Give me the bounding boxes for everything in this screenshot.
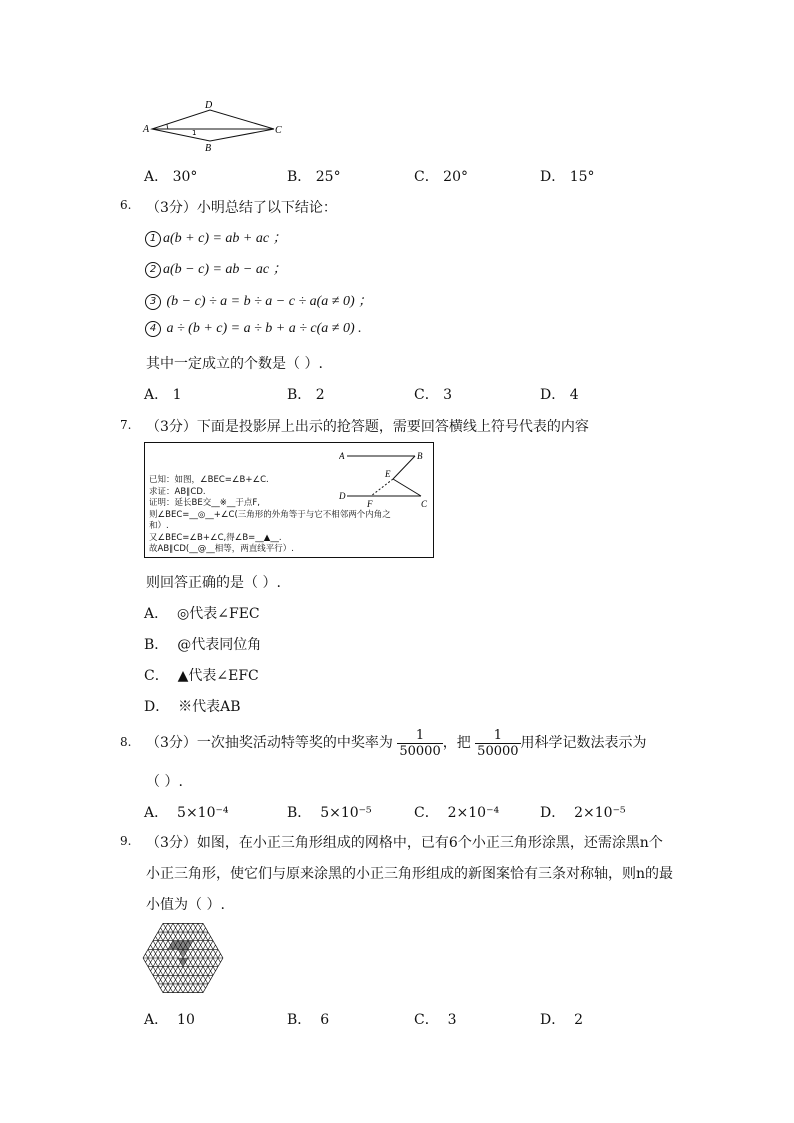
q6-option-d[interactable]: D． 4 [540, 387, 579, 403]
q8-number: 8. [120, 735, 132, 749]
q7-label-D: D [339, 491, 346, 501]
q9-option-c[interactable]: C． 3 [414, 1012, 457, 1028]
q7-option-d[interactable]: D． ※代表AB [144, 699, 241, 715]
q9-line-2: 小正三角形，使它们与原来涂黑的小正三角形组成的新图案恰有三条对称轴，则n的最 [146, 866, 674, 882]
q8-option-d[interactable]: D． 2×10⁻⁵ [540, 805, 626, 821]
q7-stem: （3分）下面是投影屏上出示的抢答题，需要回答横线上符号代表的内容 [146, 419, 589, 435]
q5-label-A: A [143, 124, 150, 135]
q5-option-d[interactable]: D． 15° [540, 169, 595, 185]
q8-option-a[interactable]: A． 5×10⁻⁴ [144, 805, 229, 821]
q6-item-1: 1 a(b + c) = ab + ac ； [145, 227, 287, 247]
q6-item-3: 3 (b − c) ÷ a = b ÷ a − c ÷ a(a ≠ 0) ； [145, 290, 372, 310]
q8-stem-a: （3分）一次抽奖活动特等奖的中奖率为 [146, 735, 393, 751]
q9-option-d[interactable]: D． 2 [540, 1012, 584, 1028]
q7-box-line-3: 证明：延长BE交__※__于点F, [149, 498, 260, 508]
q9-grid-line [168, 922, 224, 996]
q5-label-D: D [205, 100, 213, 111]
q7-box-line-6: 又∠BEC=∠B+∠C,得∠B=__▲__. [149, 533, 282, 543]
q5-label-C: C [275, 125, 282, 136]
q6-item-2: 2 a(b − c) = ab − ac ； [145, 258, 287, 278]
q6-item-4: 4 a ÷ (b + c) = a ÷ b + a ÷ c(a ≠ 0) . [145, 321, 362, 337]
q6-option-a[interactable]: A． 1 [144, 387, 182, 403]
q5-option-c[interactable]: C． 20° [414, 169, 468, 185]
q5-label-B: B [205, 143, 212, 154]
q7-label-B: B [417, 451, 423, 461]
q8-fraction-1: $\frac{1}{50000}$ [399, 727, 441, 759]
q8-stem-b: ，把 [442, 735, 471, 751]
q9-shaded-cell [178, 958, 188, 967]
q9-grid-line [142, 922, 198, 996]
q8-fraction-2: $\frac{1}{50000}$ [477, 727, 519, 759]
q7-label-F: F [367, 499, 373, 509]
q5-option-b[interactable]: B． 25° [287, 169, 341, 185]
q9-number: 9. [120, 834, 132, 848]
q7-label-A: A [339, 451, 345, 461]
q7-label-E: E [385, 469, 391, 479]
q7-number: 7. [120, 418, 132, 432]
q7-option-c[interactable]: C． ▲代表∠EFC [144, 668, 259, 684]
q7-box-line-7: 故AB∥CD(__@__相等，两直线平行）. [149, 544, 294, 554]
q7-box-line-4: 则∠BEC=__◎__+∠C(三角形的外角等于与它不相邻两个内角之 [149, 510, 391, 520]
q5-label-1: 1 [192, 129, 197, 137]
q8-option-c[interactable]: C． 2×10⁻⁴ [414, 805, 500, 821]
q8-stem-c: 用科学记数法表示为 [520, 735, 647, 751]
q7-proof-box [144, 442, 434, 558]
q5-option-a[interactable]: A． 30° [144, 169, 198, 185]
q8-option-b[interactable]: B． 5×10⁻⁵ [287, 805, 372, 821]
q6-number: 6. [120, 198, 132, 212]
q7-box-line-1: 已知：如图，∠BEC=∠B+∠C. [149, 475, 269, 485]
q9-triangle-grid-figure [142, 922, 224, 996]
q7-box-line-5: 和）. [149, 521, 169, 531]
q7-question: 则回答正确的是（ ）. [146, 575, 281, 591]
q9-line-3: 小值为（ ）. [146, 897, 225, 913]
q7-option-a[interactable]: A． ◎代表∠FEC [144, 606, 260, 622]
q9-option-b[interactable]: B． 6 [287, 1012, 330, 1028]
q6-option-c[interactable]: C． 3 [414, 387, 453, 403]
q9-grid-line [142, 922, 198, 996]
q6-option-b[interactable]: B． 2 [287, 387, 325, 403]
q7-label-C: C [421, 499, 428, 509]
q9-shaded-cell [178, 949, 188, 958]
q6-stem: （3分）小明总结了以下结论： [146, 200, 337, 216]
q8-stem-line [146, 723, 647, 763]
q9-line-1: （3分）如图，在小正三角形组成的网格中，已有6个小正三角形涂黑，还需涂黑n个 [146, 835, 663, 851]
q7-box-line-2: 求证：AB∥CD. [149, 487, 206, 497]
q7-parallel-lines-figure [339, 449, 431, 509]
q9-grid-line [168, 922, 224, 996]
q6-question: 其中一定成立的个数是（ ）. [146, 356, 323, 372]
q8-stem-d: （ ）. [146, 774, 183, 790]
q9-option-a[interactable]: A． 10 [144, 1012, 195, 1028]
q7-option-b[interactable]: B． @代表同位角 [144, 637, 262, 653]
q5-rhombus-figure [140, 96, 290, 156]
